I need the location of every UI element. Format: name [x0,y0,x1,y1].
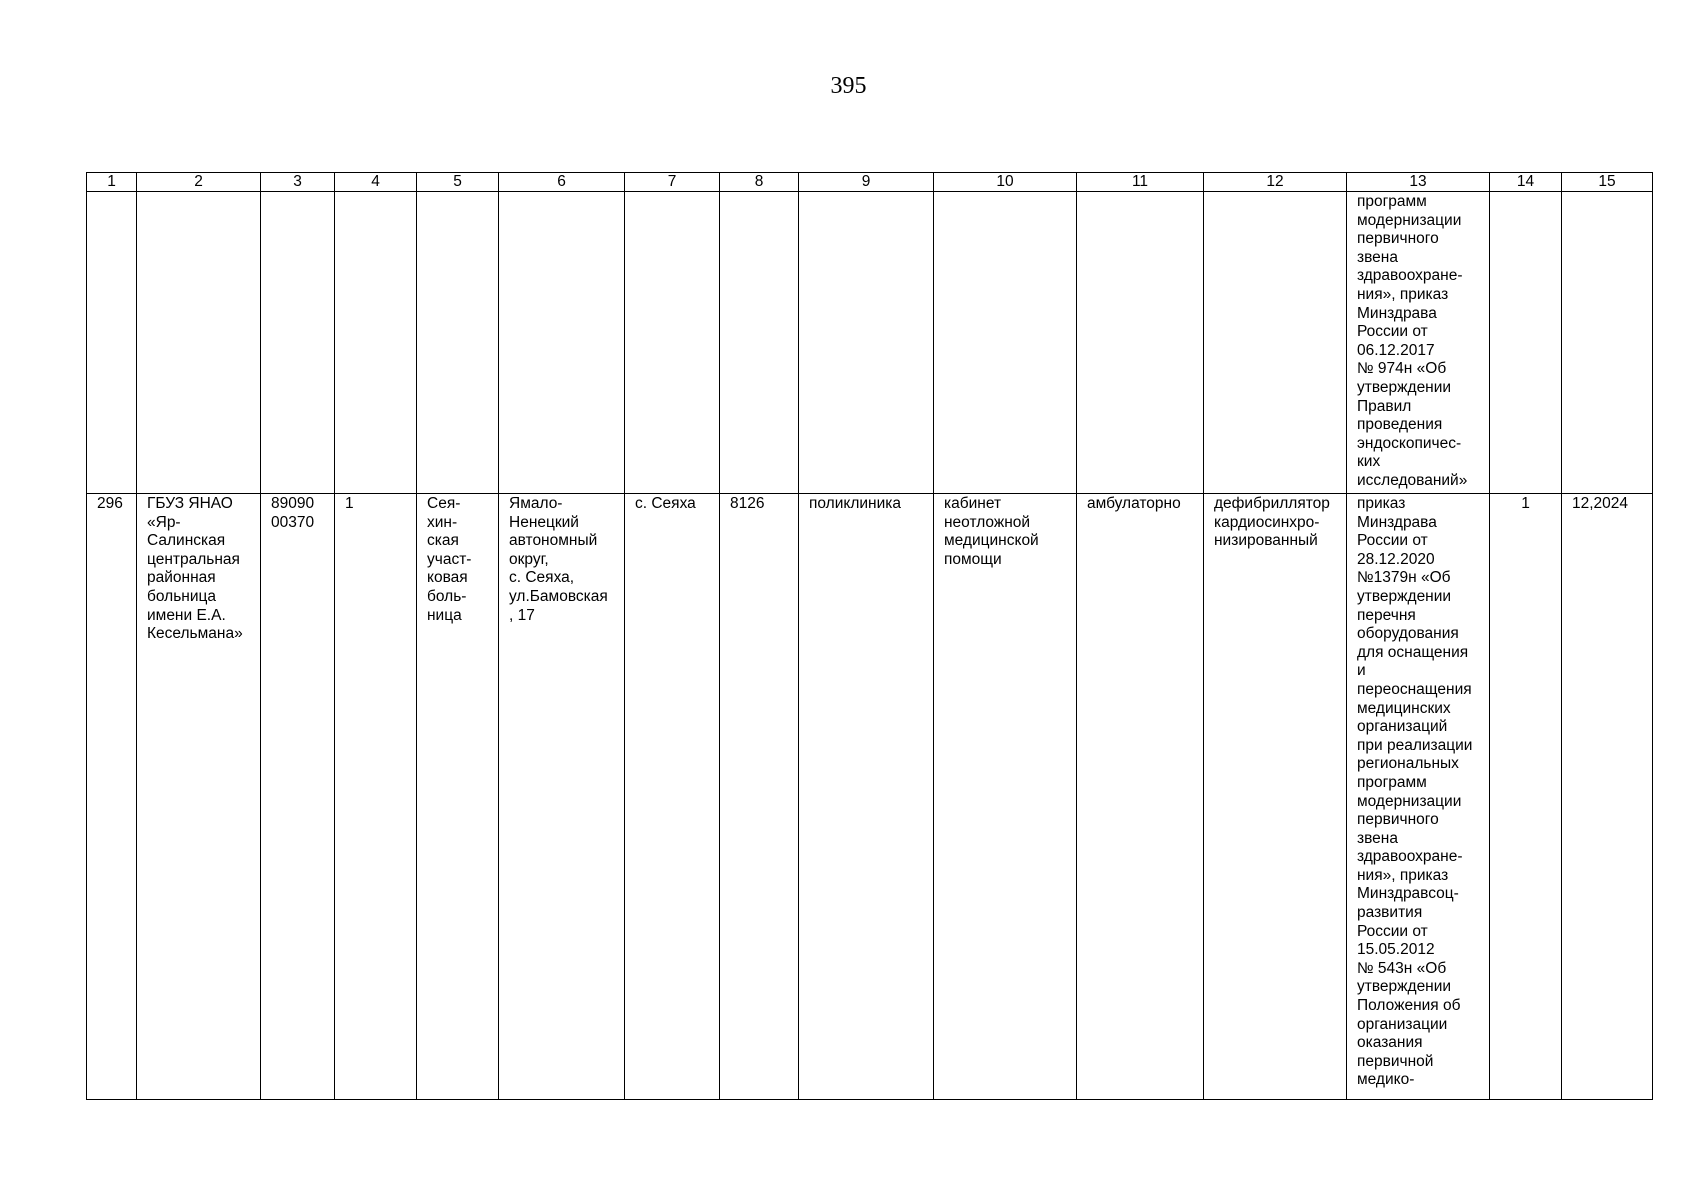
col-header: 14 [1490,173,1562,192]
legal-basis-cell [1347,192,1490,494]
cell-text-line: исследований» [1357,471,1468,489]
cell-text-line: Минздрава [1357,513,1437,531]
cell-text-line: программ [1357,193,1427,210]
cell-text-line: звена [1357,829,1398,847]
table-cell [261,192,335,494]
cell-text-line: России от [1357,922,1428,940]
table-row-296 [87,494,1653,1100]
cell-text-line: Салинская [147,532,226,550]
cell-text-line: ния», приказ [1357,285,1449,303]
col-header: 5 [417,173,499,192]
cell-text-line: кабинет [944,495,1002,512]
cell-text-line: центральная [147,550,240,568]
table-cell [499,192,625,494]
table-cell [335,192,417,494]
cell-text-line: Ненецкий [509,513,579,531]
date-cell: 12,2024 [1562,494,1653,1100]
cell-text-line: районная [147,569,216,587]
col-header: 1 [87,173,137,192]
cell-text-line: ковая [427,569,468,587]
cell-text-line: Минздрава [1357,304,1437,322]
cell-text-line: имени Е.А. [147,606,226,624]
cell-text-line: ГБУЗ ЯНАО [147,495,233,512]
organization-cell [137,494,261,1100]
facility-type-cell: поликлиника [799,494,934,1100]
cell-text-line: Ямало- [509,495,563,512]
cell-text-line: Минздравсоц- [1357,885,1459,903]
cell-text-line: звена [1357,248,1398,266]
cell-text-line: здравоохране- [1357,267,1463,285]
cell-text-line: 15.05.2012 [1357,941,1435,959]
cell-text-line: утверждении [1357,378,1452,396]
col-header: 12 [1204,173,1347,192]
col-header: 4 [335,173,417,192]
col-header: 10 [934,173,1077,192]
cell-text-line: медицинских [1357,699,1451,717]
cell-text-line: низированный [1214,532,1318,550]
cell-text-line: «Яр- [147,513,181,531]
cell-text-line: при реализации [1357,736,1473,754]
table-cell [417,192,499,494]
cell-text-line: для оснащения [1357,643,1469,661]
equipment-table [86,172,1653,1100]
row-number-cell: 296 [87,494,137,1100]
cell-text-line: региональных [1357,755,1459,773]
cell-text-line: первичного [1357,230,1439,248]
cell-text-line: помощи [944,550,1002,568]
col8-cell: 8126 [720,494,799,1100]
code-cell [261,494,335,1100]
cell-text-line: хин- [427,513,458,531]
care-form-cell: амбулаторно [1077,494,1204,1100]
cell-text-line: модернизации [1357,792,1462,810]
table-cell [1204,192,1347,494]
address-cell [499,494,625,1100]
cell-text-line: , 17 [509,606,535,624]
cell-text-line: утверждении [1357,587,1452,605]
table-cell [1077,192,1204,494]
table-cell [720,192,799,494]
cell-text-line: и [1357,662,1366,680]
table-cell [1562,192,1653,494]
cell-text-line: медико- [1357,1071,1415,1089]
col-header: 2 [137,173,261,192]
subdivision-cell [417,494,499,1100]
cell-text-line: дефибриллятор [1214,495,1330,512]
table-cell [137,192,261,494]
page-number: 395 [830,73,867,99]
table-cell [87,192,137,494]
legal-basis-cell [1347,494,1490,1100]
cell-text-line: первичной [1357,1052,1434,1070]
col-header: 9 [799,173,934,192]
cell-text-line: № 974н «Об [1357,360,1447,378]
cell-text-line: боль- [427,587,467,605]
table-cell [799,192,934,494]
cell-text-line: проведения [1357,416,1443,434]
cell-text-line: организации [1357,1015,1448,1033]
table-cell [934,192,1077,494]
cell-text-line: больница [147,587,216,605]
cell-text-line: модернизации [1357,211,1462,229]
col-header: 13 [1347,173,1490,192]
cell-text-line: ница [427,606,462,624]
cell-text-line: России от [1357,532,1428,550]
cell-text-line: эндоскопичес- [1357,434,1462,452]
cell-text-line: оборудования [1357,625,1459,643]
cell-text-line: №1379н «Об [1357,569,1451,587]
cell-text-line: первичного [1357,811,1439,829]
cell-text-line: кардиосинхро- [1214,513,1320,531]
cell-text-line: переоснащения [1357,680,1472,698]
cell-text-line: 00370 [271,513,315,531]
cell-text-line: участ- [427,550,472,568]
cell-text-line: 06.12.2017 [1357,341,1435,359]
department-cell [934,494,1077,1100]
cell-text-line: оказания [1357,1034,1423,1052]
quantity-cell: 1 [1490,494,1562,1100]
header-row [87,173,1653,192]
col-header: 7 [625,173,720,192]
col4-cell: 1 [335,494,417,1100]
col-header: 8 [720,173,799,192]
col-header: 11 [1077,173,1204,192]
cell-text-line: ния», приказ [1357,866,1449,884]
cell-text-line: Сея- [427,495,461,512]
settlement-cell: с. Сеяха [625,494,720,1100]
cell-text-line: программ [1357,773,1427,791]
cell-text-line: автономный [509,532,598,550]
cell-text-line: развития [1357,904,1423,922]
col-header: 15 [1562,173,1653,192]
cell-text-line: 28.12.2020 [1357,550,1435,568]
cell-text-line: приказ [1357,495,1406,512]
cell-text-line: утверждении [1357,978,1452,996]
cell-text-line: неотложной [944,513,1031,531]
cell-text-line: России от [1357,323,1428,341]
cell-text-line: № 543н «Об [1357,959,1447,977]
cell-text-line: ул.Бамовская [509,587,608,605]
cell-text-line: Кесельмана» [147,625,243,643]
cell-text-line: здравоохране- [1357,848,1463,866]
cell-text-line: округ, [509,550,549,568]
table-cell [1490,192,1562,494]
cell-text-line: организаций [1357,718,1448,736]
cell-text-line: Правил [1357,397,1412,415]
col-header: 3 [261,173,335,192]
cell-text-line: медицинской [944,532,1039,550]
cell-text-line: с. Сеяха, [509,569,575,587]
cell-text-line: ская [427,532,459,550]
cell-text-line: Положения об [1357,997,1461,1015]
table-row-continuation [87,192,1653,494]
cell-text-line: перечня [1357,606,1416,624]
cell-text-line: ких [1357,453,1381,471]
col-header: 6 [499,173,625,192]
cell-text-line: 89090 [271,495,315,512]
table-cell [625,192,720,494]
equipment-cell [1204,494,1347,1100]
